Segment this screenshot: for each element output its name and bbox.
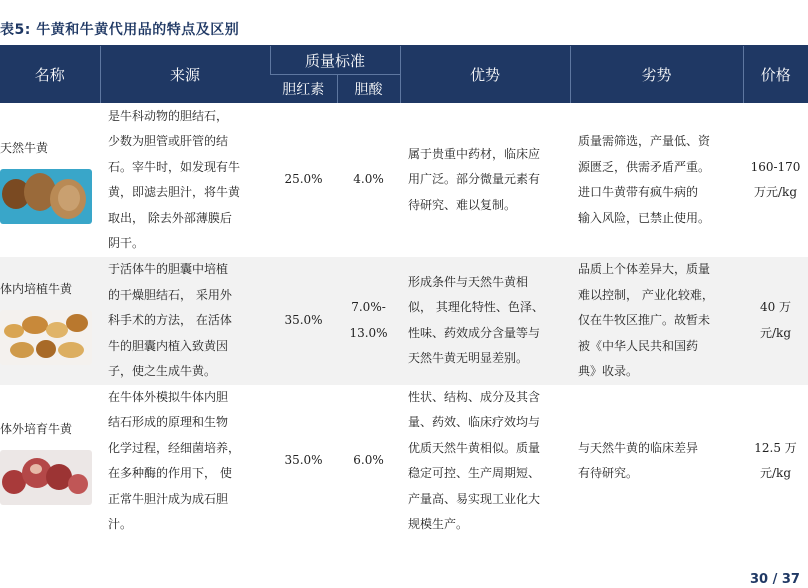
page-number: 30 / 37: [750, 572, 800, 587]
row-name: 天然牛黄: [0, 140, 49, 155]
disadvantage-line: 被《中华人民共和国药: [578, 338, 699, 353]
header-price: 价格: [743, 46, 808, 103]
price-cell: [743, 103, 808, 257]
advantage-line: 规模生产。: [408, 517, 469, 531]
source-line: 在多种酶的作用下， 使: [108, 466, 232, 480]
advantage-line: 似， 其理化特性、色泽、: [408, 300, 544, 315]
bile-acid-value: [337, 257, 400, 385]
in-vivo-cultured-bezoar-photo: [0, 310, 92, 365]
disadvantage-line: 源匮乏，供需矛盾严重。: [578, 159, 711, 174]
advantage-cell: [400, 385, 570, 538]
source-cell: [100, 103, 270, 257]
disadvantage-line: 进口牛黄带有疯牛病的: [578, 185, 699, 199]
source-line: 科手术的方法， 在活体: [108, 313, 232, 327]
advantage-line: 形成条件与天然牛黄相: [408, 274, 529, 289]
advantage-line: 天然牛黄无明显差别。: [408, 351, 529, 366]
source-line: 子，使之生成牛黄。: [108, 364, 217, 378]
name-cell: [0, 385, 100, 538]
header-advantage: 优势: [400, 46, 570, 103]
advantage-line: 量、药效、临床疗效均与: [408, 415, 541, 429]
disadvantage-line: 典》收录。: [578, 364, 639, 378]
advantage-line: 属于贵重中药材，临床应: [408, 146, 541, 161]
header-quality-standard: 质量标准: [270, 46, 400, 75]
price-cell: [743, 257, 808, 385]
source-line: 黄，即滤去胆汁，将牛黄: [108, 185, 241, 199]
advantage-line: 产量高、易实现工业化大: [408, 491, 541, 506]
source-line: 少数为胆管或肝管的结: [108, 134, 229, 148]
source-line: 结石形成的原理和生物: [108, 415, 229, 429]
table-row: [0, 257, 808, 385]
advantage-line: 稳定可控、生产周期短、: [408, 466, 541, 480]
source-line: 是牛科动物的胆结石，: [108, 108, 229, 123]
bilirubin-value: 25.0%: [284, 172, 323, 187]
advantage-line: 性味、药效成分含量等与: [408, 325, 541, 340]
price-cell: [743, 385, 808, 538]
source-line: 牛的胆囊内植入致黄因: [108, 338, 229, 353]
disadvantage-cell: [570, 385, 743, 538]
name-cell: [0, 257, 100, 385]
header-bilirubin: 胆红素: [270, 75, 337, 104]
source-line: 阴干。: [108, 236, 145, 250]
bilirubin-value: 35.0%: [270, 257, 337, 385]
source-cell: [100, 385, 270, 538]
row-name: 体外培育牛黄: [0, 421, 73, 436]
disadvantage-line: 品质上个体差异大，质量: [578, 262, 711, 276]
source-line: 的干燥胆结石， 采用外: [108, 287, 232, 302]
name-cell: [0, 103, 100, 257]
table-caption: 表5: 牛黄和牛黄代用品的特点及区别: [0, 22, 240, 38]
source-line: 汁。: [108, 517, 133, 531]
table-row: [0, 385, 808, 538]
advantage-cell: [400, 257, 570, 385]
source-line: 在牛体外模拟牛体内胆: [108, 389, 229, 404]
disadvantage-line: 输入风险，已禁止使用。: [578, 210, 711, 225]
source-line: 正常牛胆汁成为成石胆: [108, 491, 229, 506]
disadvantage-cell: [570, 103, 743, 257]
bile-acid-value: 6.0%: [353, 453, 384, 468]
header-disadvantage: 劣势: [570, 46, 743, 103]
table-row: [0, 103, 808, 257]
source-cell: [100, 257, 270, 385]
in-vitro-cultivated-bezoar-photo: [0, 450, 92, 505]
disadvantage-line: 仅在牛牧区推广。故暂未: [578, 313, 711, 327]
source-line: 于活体牛的胆囊中培植: [108, 262, 229, 276]
price-line: 160-170: [750, 159, 801, 174]
price-line: 40 万: [759, 300, 792, 315]
row-name: 体内培植牛黄: [0, 281, 73, 296]
price-line: 万元/kg: [754, 185, 798, 199]
price-line: 12.5 万: [754, 440, 797, 455]
header-source: 来源: [100, 46, 270, 103]
bilirubin-value: 35.0%: [284, 453, 323, 468]
disadvantage-cell: [570, 257, 743, 385]
disadvantage-line: 质量需筛选，产量低、资: [578, 134, 711, 148]
disadvantage-line: 有待研究。: [578, 466, 639, 480]
advantage-cell: [400, 103, 570, 257]
advantage-line: 性状、结构、成分及其含: [408, 389, 541, 404]
bile-acid-value: 4.0%: [353, 172, 384, 187]
source-line: 化学过程，经细菌培养，: [108, 440, 241, 455]
advantage-line: 用广泛。部分微量元素有: [408, 172, 541, 187]
header-bile-acid: 胆酸: [337, 75, 400, 104]
comparison-table: [0, 46, 808, 538]
advantage-line: 待研究、难以复制。: [408, 197, 517, 212]
price-line: 元/kg: [760, 466, 792, 480]
source-line: 石。宰牛时，如发现有牛: [108, 159, 241, 174]
price-line: 元/kg: [760, 325, 792, 340]
disadvantage-line: 与天然牛黄的临床差异: [578, 440, 699, 455]
natural-bezoar-photo: [0, 169, 92, 224]
disadvantage-line: 难以控制， 产业化较难，: [578, 287, 714, 302]
bile-acid-line: 13.0%: [349, 325, 388, 340]
bile-acid-line: 7.0%-: [351, 300, 386, 315]
advantage-line: 优质天然牛黄相似。质量: [408, 440, 541, 455]
header-name: 名称: [0, 46, 100, 103]
source-line: 取出， 除去外部薄膜后: [108, 210, 232, 225]
